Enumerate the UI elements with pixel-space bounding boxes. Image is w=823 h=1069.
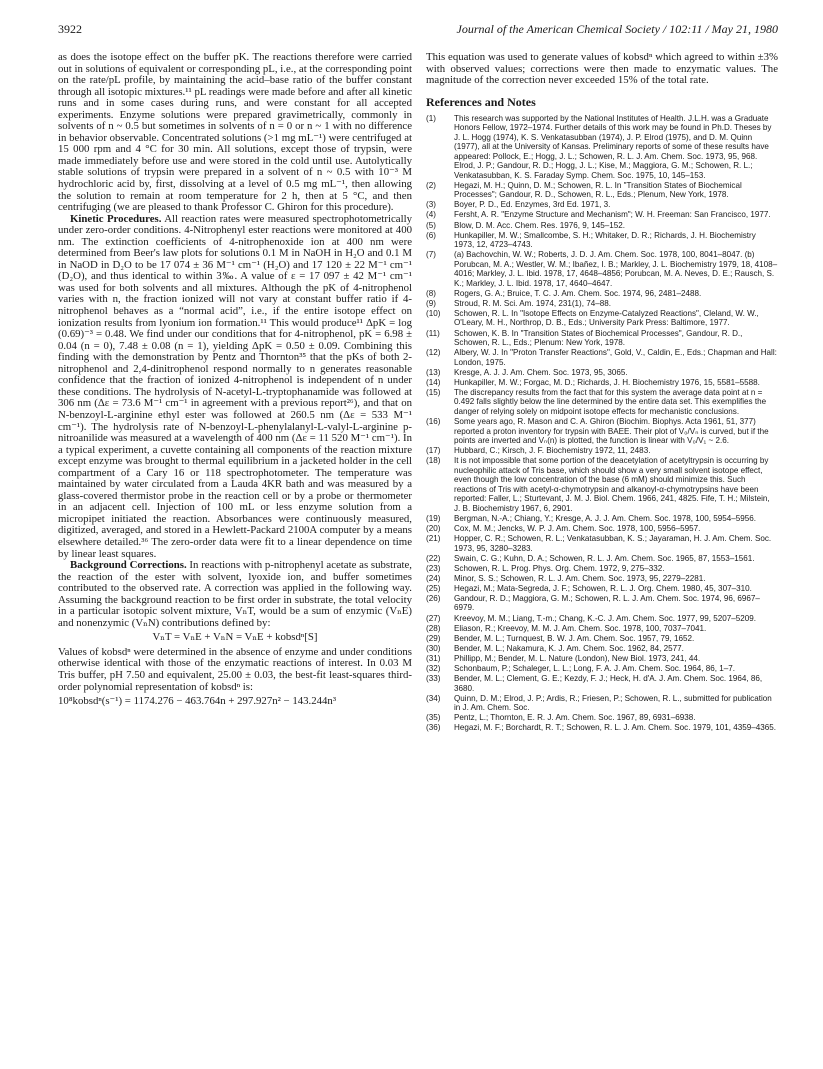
paragraph-text: In reactions with p-nitrophenyl acetate as substrate, the reaction of the ester with solvent, lyoxide ion, and buffer sometimes contributed to the observed rate. A correction was applied in the following way. Assuming the background reaction to be first order in substrate, the total velocity in a particular isotopic solvent mixture, VₙT, would be a sum of enzymic (VₙE) and nonenzymic (VₙN) contributions defined by: (58, 559, 413, 629)
reference-item (426, 564, 778, 574)
reference-item (426, 624, 778, 634)
reference-number: (7) (426, 250, 436, 260)
reference-text: This research was supported by the National Institutes of Health. J.L.H. was a Graduate Honors Fellow, 1972–1974. Further details of this work may be found in Ph.D. Theses by J. L. Hogg (1974), K. S. Venkatasubban (1974), J. P. Elrod (1975), and D. M. Quinn (1977), all at the University of Kansas. Preliminary reports of some of these results have appeared: Pollock, E.; Hogg, J. L.; Schowen, R. L. J. Am. Chem. Soc. 1973, 95, 968. Elrod, J. P.; Gandour, R. D.; Hogg, J. L.; Kise, M.; Maggiora, G. M.; Schowen, R. L.; Venkatasubban, K. S. Faraday Symp. Chem. Soc. 1975, 10, 145–153. (454, 113, 772, 180)
left-column (58, 52, 412, 708)
reference-item (426, 634, 778, 644)
reference-text: Rogers, G. A.; Bruice, T. C. J. Am. Chem. Soc. 1974, 96, 2481–2488. (454, 288, 702, 298)
reference-item (426, 584, 778, 594)
reference-text: Schowen, R. L. Prog. Phys. Org. Chem. 1972, 9, 275–332. (454, 563, 665, 573)
reference-text: Kreevoy, M. M.; Liang, T.-m.; Chang, K.-C. J. Am. Chem. Soc. 1977, 99, 5207–5209. (454, 613, 757, 623)
reference-number: (23) (426, 563, 441, 573)
reference-number: (26) (426, 593, 441, 603)
reference-text: Cox, M. M.; Jencks, W. P. J. Am. Chem. Soc. 1978, 100, 5956–5957. (454, 523, 701, 533)
reference-item (426, 694, 778, 713)
reference-text: Hubbard, C.; Kirsch, J. F. Biochemistry 1972, 11, 2483. (454, 446, 651, 456)
reference-text: Albery, W. J. In "Proton Transfer Reactions", Gold, V., Caldin, E., Eds.; Chapman and Hall: London, 1975. (454, 348, 777, 367)
reference-number: (34) (426, 693, 441, 703)
reference-text: Bender, M. L.; Clement, G. E.; Kezdy, F. J.; Heck, H. d'A. J. Am. Chem. Soc. 1964, 86, 3680. (454, 674, 763, 693)
reference-item (426, 674, 778, 693)
reference-item (426, 456, 778, 513)
reference-number: (6) (426, 230, 436, 240)
running-head (58, 22, 778, 38)
reference-item (426, 446, 778, 456)
reference-item (426, 388, 778, 417)
reference-item (426, 644, 778, 654)
reference-text: Bender, M. L.; Turnquest, B. W. J. Am. Chem. Soc. 1957, 79, 1652. (454, 633, 695, 643)
reference-number: (13) (426, 367, 441, 377)
equation: VₙT = VₙE + VₙN = VₙE + kobsdⁿ[S] (152, 631, 318, 644)
reference-item (426, 664, 778, 674)
reference-text: Hegazi, M. H.; Quinn, D. M.; Schowen, R. L. In "Transition States of Biochemical Processes"; Gandour, R. D., Schowen, R. L., Eds.; Plenum, New York, 1978. (454, 180, 742, 200)
reference-text: Some years ago, R. Mason and C. A. Ghiron (Biochim. Biophys. Acta 1961, 51, 377) reported a proton inventory for trypsin with BAEE. Their plot of V₀/Vₙ is curved, but if the points are inverted and Vₙ(n) is plotted, the function is linear with V₀/V₁ ~ 2.6. (454, 417, 769, 446)
reference-item (426, 250, 778, 288)
reference-item (426, 594, 778, 613)
reference-number: (29) (426, 633, 441, 643)
reference-text: Pentz, L.; Thornton, E. R. J. Am. Chem. Soc. 1967, 89, 6931–6938. (454, 713, 696, 723)
reference-number: (31) (426, 653, 441, 663)
reference-text: Minor, S. S.; Schowen, R. L. J. Am. Chem. Soc. 1973, 95, 2279–2281. (454, 573, 706, 583)
reference-number: (9) (426, 298, 436, 308)
reference-item (426, 654, 778, 664)
body-paragraph: This equation was used to generate values of kobsdⁿ which agreed to within ±3% with observed values; corrections were then made to enzymatic values. The magnitude of the correction never exceeded 15% of the total rate. (426, 51, 778, 87)
reference-number: (5) (426, 220, 436, 230)
reference-text: Schowen, R. L. In "Isotope Effects on Enzyme-Catalyzed Reactions", Cleland, W. W., O'Leary, M. H., Northrop, D. B., Eds.; University Park Press: Baltimore, 1977. (454, 308, 759, 328)
reference-number: (15) (426, 387, 441, 397)
references-heading: References and Notes (426, 94, 536, 109)
reference-list (426, 114, 778, 733)
reference-item (426, 574, 778, 584)
right-column (426, 52, 778, 734)
reference-item (426, 514, 778, 524)
reference-number: (17) (426, 446, 441, 456)
reference-item (426, 614, 778, 624)
reference-text: Kresge, A. J. J. Am. Chem. Soc. 1973, 95, 3065. (454, 367, 628, 377)
reference-text: Hegazi, M.; Mata-Segreda, J. F.; Schowen, R. L. J. Org. Chem. 1980, 45, 307–310. (454, 583, 752, 593)
reference-number: (27) (426, 613, 441, 623)
reference-text: Hegazi, M. F.; Borchardt, R. T.; Schowen, R. L. J. Am. Chem. Soc. 1979, 101, 4359–4365. (454, 723, 776, 733)
reference-text: Blow, D. M. Acc. Chem. Res. 1976, 9, 145–152. (454, 220, 625, 230)
reference-text: Hopper, C. R.; Schowen, R. L.; Venkatasubban, K. S.; Jayaraman, H. J. Am. Chem. Soc. 1973, 95, 3280–3283. (454, 534, 772, 553)
reference-text: Hunkapiller, M. W.; Smallcombe, S. H.; Whitaker, D. R.; Richards, J. H. Biochemistry 1973, 12, 4723–4743. (454, 230, 756, 250)
page-number: 3922 (58, 22, 82, 36)
reference-number: (35) (426, 713, 441, 723)
reference-text: Eliason, R.; Kreevoy, M. M. J. Am. Chem. Soc. 1978, 100, 7037–7041. (454, 623, 707, 633)
equation: 10⁸kobsdⁿ(s⁻¹) = 1174.276 − 463.764n + 297.927n² − 143.244n³ (58, 695, 337, 708)
body-paragraph: Values of kobsdⁿ were determined in the absence of enzyme and under conditions otherwise identical with those of the enzymatic reactions of interest. In 0.03 M Tris buffer, pH 7.50 and equivalent, 25.00 ± 0.03, the best-fit least-squares third-order polynomial representation of kobsdⁿ is: (58, 645, 412, 693)
reference-text: Bergman, N.-A.; Chiang, Y.; Kresge, A. J. J. Am. Chem. Soc. 1978, 100, 5954–5956. (454, 513, 757, 523)
reference-number: (4) (426, 210, 436, 220)
reference-number: (14) (426, 377, 441, 387)
reference-number: (32) (426, 664, 441, 674)
body-paragraph: as does the isotope effect on the buffer pK. The reactions therefore were carried out in solutions of equivalent or corresponding pL, i.e., at the corresponding point on the rate/pL profile, by maintaining the acid–base ratio of the buffer constant through all isotopic mixtures.¹¹ pL readings were made before and after all kinetic runs and in some cases during runs, and were constant for all accepted experiments. Enzyme solutions were prepared gravimetrically, commonly in solvents of n ~ 0.5 but sometimes in solvents of n = 0 or n ~ 1 with no difference in behavior observable. Concentrated solutions (>1 mg mL⁻¹) were centrifuged at 15 000 rpm and 4 °C for 30 min. All solutions, except those of trypsin, were made immediately before use and were stored in the cold until use. Autolytically stable solutions of trypsin were prepared in a solvent of n ~ 0.5 with 10⁻³ M hydrochloric acid by, first, dissolving at a level of 0.5 mg mL⁻¹, then allowing the solution to remain at room temperature for 2 h, then at 5 °C, and then centrifuging (we are pleased to thank Professor C. Ghiron for this procedure). (58, 51, 412, 214)
reference-item (426, 210, 778, 220)
reference-item (426, 554, 778, 564)
reference-number: (22) (426, 553, 441, 563)
journal-citation: Journal of the American Chemical Society / 102:11 / May 21, 1980 (456, 22, 778, 36)
paragraph-text: All reaction rates were measured spectrophotometrically under zero-order conditions. 4-Nitrophenyl ester reactions were monitored at 400 nm. The extinction coefficients of 4-nitrophenoxide ion at 400 nm were determined from Beer's law plots for solutions 0.1 M in NaOH in H₂O and 0.1 M in NaOD in D₂O to be 17 074 ± 36 M⁻¹ cm⁻¹ (H₂O) and 17 120 ± 22 M⁻¹ cm⁻¹ (D₂O), and thus identical to within 3‰. A value of ε = 17 097 ± 42 M⁻¹ cm⁻¹ was used for both solvents and all mixtures. Although the pK of 4-nitrophenol varies with n, the fraction ionized will not vary at constant buffer ratio if 4-nitrophenol behaves as a “normal acid”, i.e., if the entire isotope effect on ionization results from lyonium ion formation.¹¹ This would produce¹¹ ΔpK = log (0.69)⁻³ = 0.48. We find under our conditions that for 4-nitrophenol, pK = 6.98 ± 0.04 (n = 0), 7.48 ± 0.08 (n = 1), yielding ΔpK = 0.50 ± 0.09. Combining this finding with the demonstration by Pentz and Thornton³⁵ that the pKs of both 2-nitrophenol and 2,4-dinitrophenol respond normally to n generates reasonable confidence that the fraction of ionized 4-nitrophenol is independent of n under these conditions. The hydrolysis of N-acetyl-L-tryptophanamide was followed at 306 nm (Δε = 73.6 M⁻¹ cm⁻¹ in agreement with a previous report²⁶), and that on N-benzoyl-L-arginine ethyl ester was followed at 260.5 nm (Δε = 533 M⁻¹ cm⁻¹). The hydrolysis rate of N-benzoyl-L-phenylalanyl-L-valyl-L-arginine p-nitroanilide was measured at a wavelength of 400 nm (Δε = 11 520 M⁻¹ cm⁻¹). In a typical experiment, a cuvette containing all components of the reaction mixture except enzyme was brought to thermal equilibrium in a jacketed holder in the cell compartment of a Cary 16 or 118 spectrophotometer. The temperature was maintained by water circulated from a Lauda 4KR bath and was measured by a glass-covered thermistor probe in the reaction cell or by a probe or thermometer in an adjacent cell. Injection of 100 mL or less enzyme solution from a micropipet initiated the reaction. Absorbances were continuously measured, digitized, averaged, and stored in a Hewlett-Packard 2100A computer by a means elsewhere detailed.³⁶ The zero-order data were fit to a linear dependence on time by linear least squares. (58, 212, 412, 560)
reference-number: (28) (426, 623, 441, 633)
reference-number: (21) (426, 534, 441, 544)
reference-number: (25) (426, 583, 441, 593)
section-run-in-heading: Background Corrections. (70, 559, 187, 572)
reference-number: (19) (426, 513, 441, 523)
reference-text: It is not impossible that some portion of the deacetylation of acetyltrypsin is occurring by nucleophilic attack of Tris base, which should show a very small solvent isotope effect, even though the low concentration of the base (6 mM) should minimize this. Such reactions of Tris with acetyl-α-chymotrypsin and alkanoyl-α-chymotrypsins have been reported: Faller, L.; Sturtevant, J. M. J. Biol. Chem. 1966, 241, 4825. Fife, T. H.; Milstein, J. B. Biochemistry 1967, 6, 2901. (454, 456, 770, 513)
reference-number: (3) (426, 200, 436, 210)
reference-number: (20) (426, 523, 441, 533)
reference-number: (10) (426, 308, 441, 318)
reference-text: Gandour, R. D.; Maggiora, G. M.; Schowen, R. L. J. Am. Chem. Soc. 1974, 96, 6967–6979. (454, 593, 760, 613)
reference-item (426, 329, 778, 348)
reference-text: Stroud, R. M. Sci. Am. 1974, 231(1), 74–88. (454, 298, 612, 308)
reference-text: Boyer, P. D., Ed. Enzymes, 3rd Ed. 1971, 3. (454, 200, 611, 210)
reference-item (426, 417, 778, 446)
reference-number: (2) (426, 180, 436, 190)
reference-item (426, 289, 778, 299)
reference-text: Schowen, K. B. In "Transition States of Biochemical Processes", Gandour, R. D., Schowen, R. L., Eds.; Plenum: New York, 1978. (454, 328, 743, 348)
reference-number: (1) (426, 113, 436, 123)
reference-item (426, 181, 778, 200)
reference-item (426, 534, 778, 553)
reference-number: (16) (426, 417, 441, 427)
body-paragraph (58, 560, 412, 629)
reference-text: Fersht, A. R. "Enzyme Structure and Mechanism"; W. H. Freeman: San Francisco, 1977. (454, 210, 771, 220)
reference-item (426, 723, 778, 733)
reference-item (426, 368, 778, 378)
reference-text: The discrepancy results from the fact that for this system the average data point at n = 0.492 falls slightly below the line determined by the entire data set. This exemplifies the danger of relying solely on midpoint isotope effects for mechanistic conclusions. (454, 387, 767, 416)
reference-number: (36) (426, 723, 441, 733)
reference-number: (12) (426, 348, 441, 358)
reference-number: (30) (426, 643, 441, 653)
reference-number: (18) (426, 456, 441, 466)
reference-item (426, 348, 778, 367)
reference-text: Bender, M. L.; Nakamura, K. J. Am. Chem. Soc. 1962, 84, 2577. (454, 643, 684, 653)
reference-item (426, 299, 778, 309)
reference-number: (11) (426, 328, 440, 338)
reference-number: (33) (426, 674, 441, 684)
reference-text: (a) Bachovchin, W. W.; Roberts, J. D. J. Am. Chem. Soc. 1978, 100, 8041–8047. (b) Porubcan, M. A.; Westler, W. M.; Ibañez, I. B.; Markley, J. L. Biochemistry 1979, 18, 4108–4016; Markley, J. L. Ibid. 1978, 17, 4648–4856; Porubcan, M. A. Neves, D. E.; Rausch, S. K.; Markley, J. L. Ibid. 1978, 17, 4640–4647. (454, 250, 778, 288)
reference-item (426, 309, 778, 328)
reference-text: Swain, C. G.; Kuhn, D. A.; Schowen, R. L. J. Am. Chem. Soc. 1965, 87, 1553–1561. (454, 553, 755, 563)
reference-text: Phillipp, M.; Bender, M. L. Nature (London), New Biol. 1973, 241, 44. (454, 653, 701, 663)
reference-item (426, 231, 778, 250)
reference-text: Hunkapiller, M. W.; Forgac, M. D.; Richards, J. H. Biochemistry 1976, 15, 5581–5588. (454, 377, 760, 387)
reference-item (426, 221, 778, 231)
reference-item (426, 114, 778, 181)
reference-item (426, 524, 778, 534)
reference-number: (24) (426, 573, 441, 583)
body-paragraph (58, 214, 412, 560)
reference-item (426, 200, 778, 210)
reference-item (426, 713, 778, 723)
reference-number: (8) (426, 288, 436, 298)
section-run-in-heading: Kinetic Procedures. (70, 212, 162, 225)
reference-text: Quinn, D. M.; Elrod, J. P.; Ardis, R.; Friesen, P.; Schowen, R. L., submitted for publication in J. Am. Chem. Soc. (454, 693, 772, 713)
reference-item (426, 378, 778, 388)
reference-text: Schonbaum, P.; Schaleger, L. L.; Long, F. A. J. Am. Chem. Soc. 1964, 86, 1–7. (454, 664, 736, 674)
